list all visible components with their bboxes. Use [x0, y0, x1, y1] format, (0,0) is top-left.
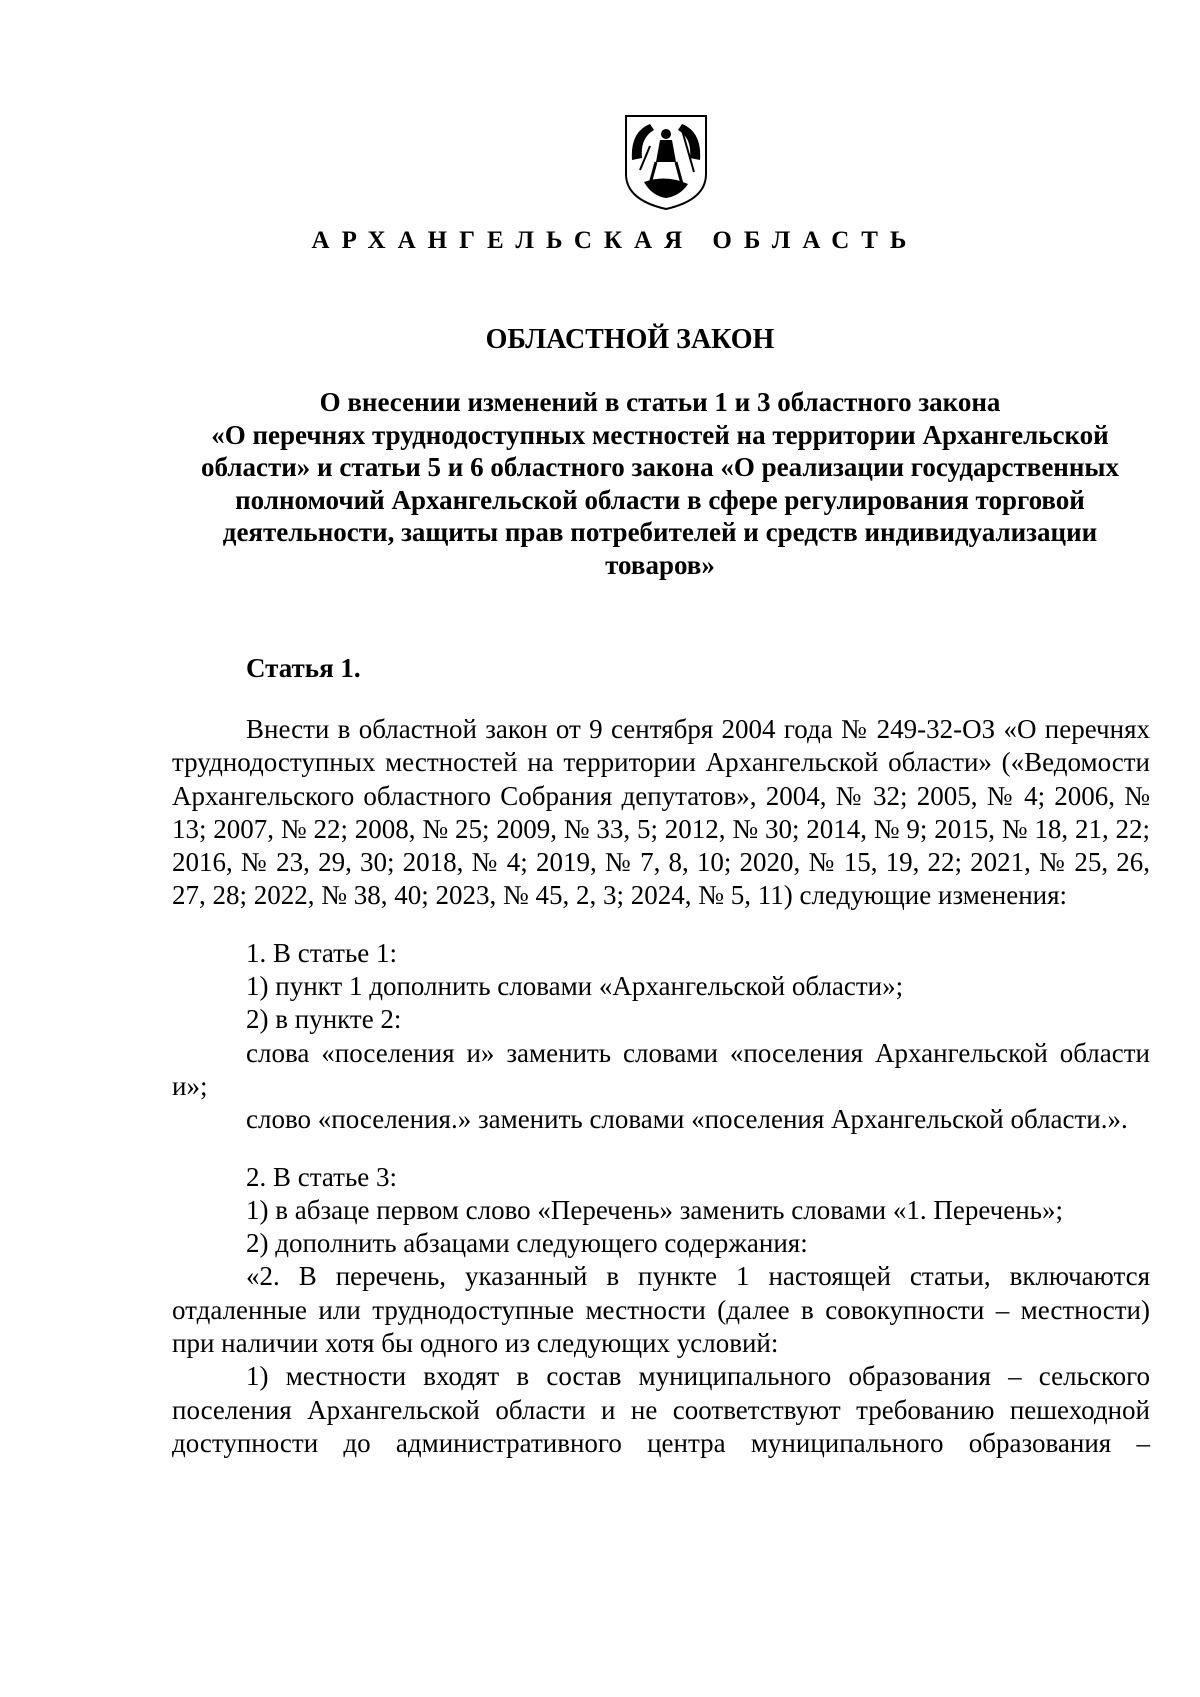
law-title-line: деятельности, защиты прав потребителей и средств индивидуализации	[222, 517, 1098, 547]
item1-paragraph: слово «поселения.» заменить словами «поселения Архангельской области.».	[246, 1104, 1128, 1135]
item2-heading: 2. В статье 3:	[246, 1161, 398, 1192]
item2-paragraph: «2. В перечень, указанный в пункте 1 настоящей статьи, включаются отдаленные или труднодоступные местности (далее в совокупности – местности) при наличии хотя бы одного из следующих условий:	[172, 1261, 1150, 1359]
item1-heading: 1. В статье 1:	[246, 937, 398, 968]
item1-paragraph: слова «поселения и» заменить словами «поселения Архангельской области и»;	[172, 1037, 1150, 1101]
item2-paragraph: 1) в абзаце первом слово «Перечень» заменить словами «1. Перечень»;	[246, 1194, 1063, 1225]
coat-of-arms-emblem	[620, 112, 712, 212]
item1-paragraph: 2) в пункте 2:	[246, 1004, 402, 1035]
region-name: АРХАНГЕЛЬСКАЯ ОБЛАСТЬ	[311, 227, 919, 254]
article-intro-paragraph: Внести в областной закон от 9 сентября 2004 года № 249-32-ОЗ «О перечнях труднодоступных местностей на территории Архангельской области» («Ведомости Архангельского областного Собрания депутатов», 2004, № 32; 2005, № 4; 2006, № 13; 2007, № 22; 2008, № 25; 2009, № 33, 5; 2012, № 30; 2014, № 9; 2015, № 18, 21, 22; 2016, № 23, 29, 30; 2018, № 4; 2019, № 7, 8, 10; 2020, № 15, 19, 22; 2021, № 25, 26, 27, 28; 2022, № 38, 40; 2023, № 45, 2, 3; 2024, № 5, 11) следующие изменения:	[172, 714, 1150, 911]
coat-of-arms-icon	[620, 112, 712, 212]
item2-paragraph: 1) местности входят в состав муниципального образования – сельского поселения Архангельской области и не соответствуют требованию пешеходной доступности до административного центра муниципального образования –	[172, 1361, 1150, 1458]
law-type: ОБЛАСТНОЙ ЗАКОН	[485, 324, 775, 355]
law-title-line: «О перечнях труднодоступных местностей на территории Архангельской	[211, 419, 1109, 450]
article-body	[172, 713, 1150, 1460]
law-title-line: О внесении изменений в статьи 1 и 3 областного закона	[319, 387, 1001, 417]
law-title	[170, 386, 1150, 581]
law-title-line: товаров»	[605, 549, 715, 580]
item2-paragraph: 2) дополнить абзацами следующего содержания:	[246, 1228, 808, 1259]
law-title-line: полномочий Архангельской области в сфере регулирования торговой	[235, 484, 1085, 515]
law-title-line: области» и статьи 5 и 6 областного закона «О реализации государственных	[201, 452, 1119, 482]
article-heading: Статья 1.	[246, 653, 361, 683]
item1-paragraph: 1) пункт 1 дополнить словами «Архангельской области»;	[246, 971, 904, 1002]
